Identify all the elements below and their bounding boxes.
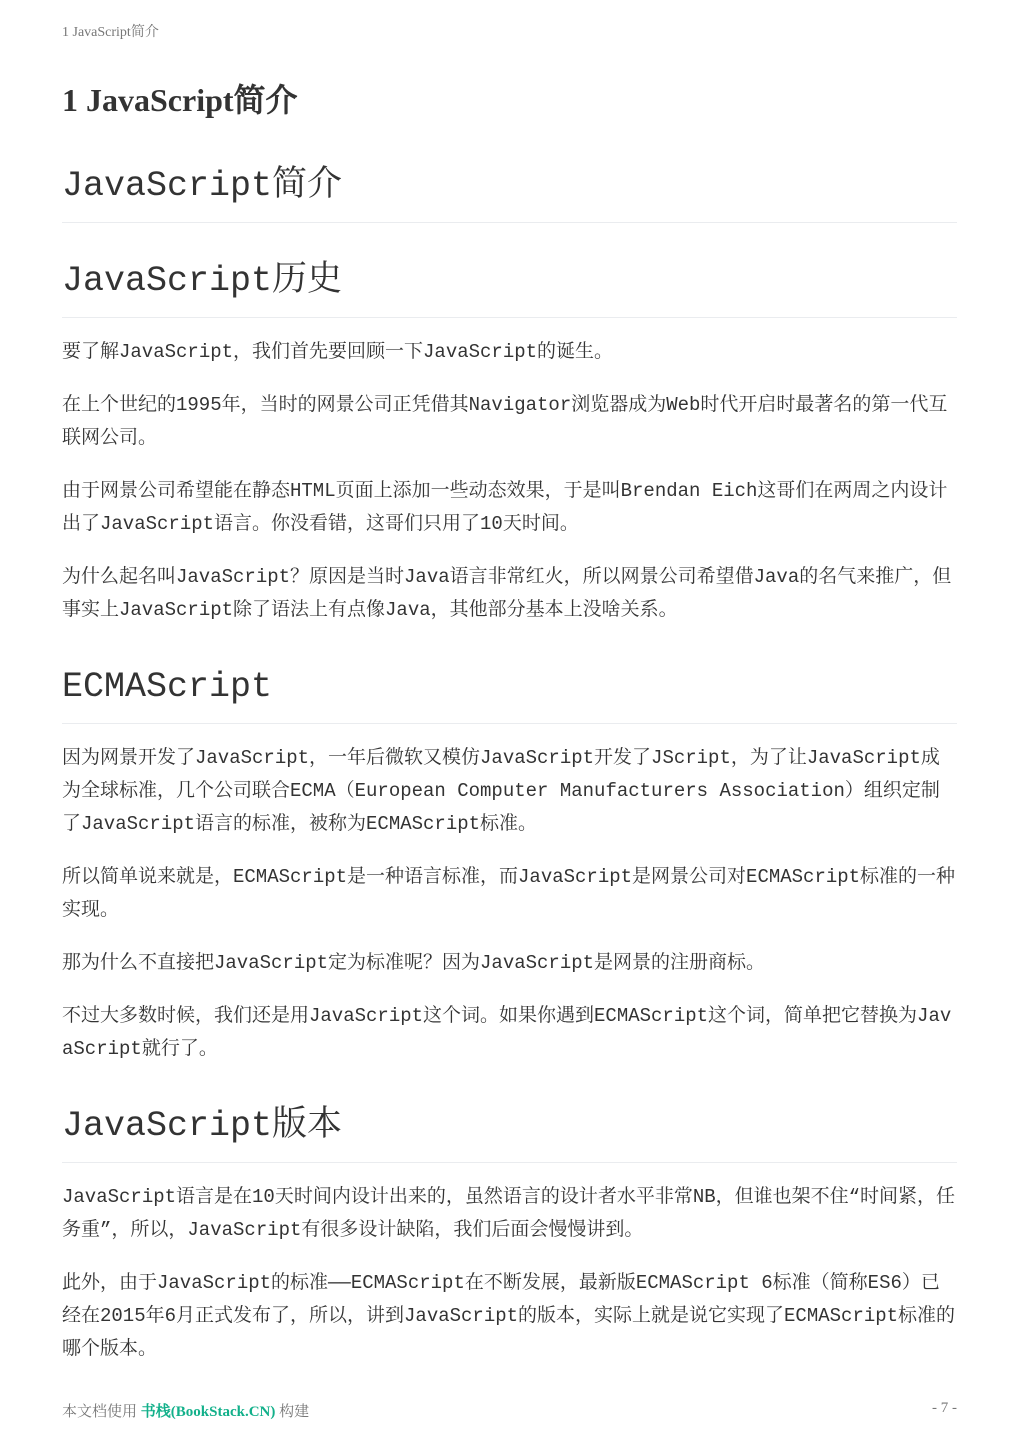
paragraph: 此外，由于JavaScript的标准——ECMAScript在不断发展，最新版ECMAScript 6标准（简称ES6）已经在2015年6月正式发布了，所以，讲到JavaScript的版本，实际上就是说它实现了ECMAScript标准的哪个版本。 bbox=[62, 1272, 956, 1360]
paragraph: 由于网景公司希望能在静态HTML页面上添加一些动态效果，于是叫Brendan Eich这哥们在两周之内设计出了JavaScript语言。你没看错，这哥们只用了10天时间。 bbox=[62, 480, 948, 535]
footer-suffix: 构建 bbox=[275, 1404, 310, 1420]
section-heading-intro: JavaScript简介 bbox=[62, 162, 957, 223]
footer-prefix: 本文档使用 bbox=[62, 1404, 141, 1420]
section-heading-ecmascript: ECMAScript bbox=[62, 663, 957, 724]
running-header: 1 JavaScript简介 bbox=[62, 25, 159, 40]
paragraph: 那为什么不直接把JavaScript定为标准呢？因为JavaScript是网景的注册商标。 bbox=[62, 952, 766, 974]
page-number: - 7 - bbox=[932, 1400, 957, 1416]
chapter-title: 1 JavaScript简介 bbox=[62, 82, 298, 118]
paragraph: 在上个世纪的1995年，当时的网景公司正凭借其Navigator浏览器成为Web时代开启时最著名的第一代互联网公司。 bbox=[62, 394, 948, 449]
section-heading-history: JavaScript历史 bbox=[62, 257, 957, 318]
bookstack-link[interactable]: 书栈(BookStack.CN) bbox=[140, 1404, 276, 1420]
paragraph: 为什么起名叫JavaScript？原因是当时Java语言非常红火，所以网景公司希望借Java的名气来推广，但事实上JavaScript除了语法上有点像Java，其他部分基本上没啥关系。 bbox=[62, 566, 952, 621]
section-heading-versions: JavaScript版本 bbox=[62, 1102, 957, 1163]
paragraph: 所以简单说来就是，ECMAScript是一种语言标准，而JavaScript是网景公司对ECMAScript标准的一种实现。 bbox=[62, 866, 956, 921]
footer-credit bbox=[62, 1400, 309, 1421]
paragraph: 不过大多数时候，我们还是用JavaScript这个词。如果你遇到ECMAScript这个词，简单把它替换为JavaScript就行了。 bbox=[62, 1005, 952, 1060]
paragraph: 因为网景开发了JavaScript，一年后微软又模仿JavaScript开发了JScript，为了让JavaScript成为全球标准，几个公司联合ECMA（European Computer Manufacturers Association）组织定制了JavaScript语言的标准，被称为ECMAScript标准。 bbox=[62, 747, 940, 835]
document-body bbox=[62, 78, 957, 1386]
paragraph: 要了解JavaScript，我们首先要回顾一下JavaScript的诞生。 bbox=[62, 341, 614, 363]
paragraph: JavaScript语言是在10天时间内设计出来的，虽然语言的设计者水平非常NB，但谁也架不住“时间紧，任务重”，所以，JavaScript有很多设计缺陷，我们后面会慢慢讲到。 bbox=[62, 1186, 956, 1241]
